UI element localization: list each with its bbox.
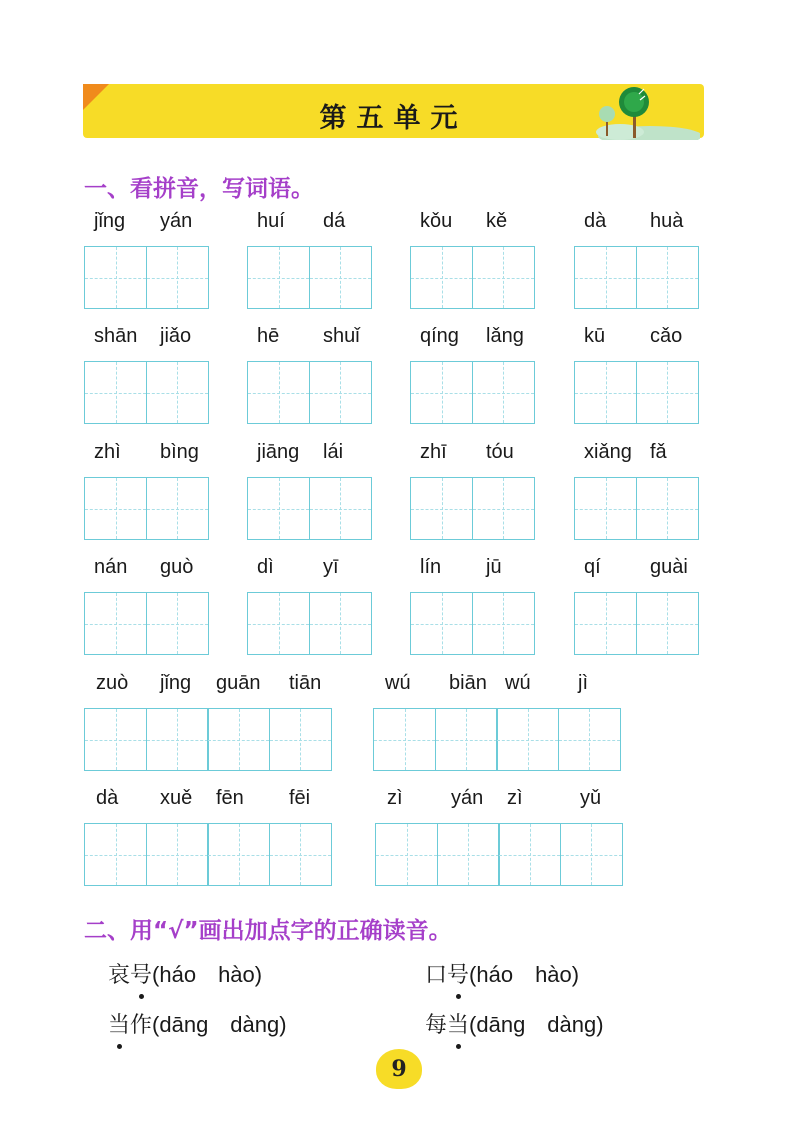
writing-cell[interactable] [247, 592, 310, 655]
writing-cell[interactable] [146, 477, 209, 540]
writing-cell[interactable] [574, 246, 637, 309]
writing-grid [410, 361, 533, 424]
pinyin-label: guān [216, 672, 261, 694]
dotted-char: 当 [447, 1008, 469, 1039]
writing-grid [574, 592, 697, 655]
writing-cell[interactable] [472, 592, 535, 655]
pinyin-label: tóu [486, 441, 514, 463]
pinyin-label: zì [387, 787, 403, 809]
writing-cell[interactable] [146, 246, 209, 309]
choice-item [108, 958, 262, 989]
writing-grid [247, 246, 370, 309]
writing-cell[interactable] [472, 246, 535, 309]
pinyin-label: fēn [216, 787, 244, 809]
pinyin-label: dì [257, 556, 274, 578]
choice-item [425, 958, 579, 989]
pinyin-label: kū [584, 325, 606, 347]
banner-fold [83, 84, 109, 110]
pinyin-label: wú [505, 672, 531, 694]
pinyin-label: zuò [96, 672, 129, 694]
page-number: 9 [376, 1049, 422, 1089]
choice-item [425, 1008, 604, 1039]
writing-cell[interactable] [498, 823, 561, 886]
dotted-char: 号 [447, 958, 469, 989]
writing-grid [84, 708, 330, 771]
pinyin-label: shān [94, 325, 138, 347]
pinyin-label: lái [323, 441, 344, 463]
writing-grid [574, 477, 697, 540]
pinyin-label: dá [323, 210, 346, 232]
section2-heading: 二、用“√”画出加点字的正确读音。 [84, 918, 452, 944]
pinyin-label: lín [420, 556, 442, 578]
pinyin-options: (dāng dàng) [469, 1012, 604, 1037]
pinyin-label: huà [650, 210, 684, 232]
writing-cell[interactable] [247, 477, 310, 540]
word-char: 哀 [108, 963, 131, 988]
pinyin-label: qíng [420, 325, 459, 347]
writing-cell[interactable] [146, 592, 209, 655]
writing-cell[interactable] [496, 708, 559, 771]
writing-grid [84, 477, 207, 540]
writing-grid [373, 708, 619, 771]
pinyin-label: shuǐ [323, 325, 360, 347]
pinyin-label: jì [578, 672, 588, 694]
pinyin-label: xuě [160, 787, 193, 809]
pinyin-label: zhī [420, 441, 447, 463]
writing-grid [247, 592, 370, 655]
pinyin-options: (dāng dàng) [152, 1012, 287, 1037]
pinyin-label: jiāng [257, 441, 300, 463]
writing-cell[interactable] [309, 592, 372, 655]
writing-cell[interactable] [309, 361, 372, 424]
writing-grid [375, 823, 621, 886]
writing-grid [410, 477, 533, 540]
pinyin-label: jǐng [160, 672, 192, 694]
writing-grid [84, 361, 207, 424]
pinyin-label: fēi [289, 787, 311, 809]
writing-cell[interactable] [636, 246, 699, 309]
word-char: 每 [425, 1013, 448, 1038]
emphasis-dot [117, 1044, 122, 1049]
writing-cell[interactable] [375, 823, 438, 886]
pinyin-label: jiǎo [160, 325, 192, 347]
pinyin-label: bìng [160, 441, 199, 463]
writing-cell[interactable] [410, 361, 473, 424]
pinyin-label: yán [451, 787, 484, 809]
pinyin-label: nán [94, 556, 128, 578]
writing-grid [410, 592, 533, 655]
writing-cell[interactable] [84, 823, 147, 886]
writing-cell[interactable] [146, 823, 209, 886]
section1-heading: 一、看拼音，写词语。 [84, 176, 314, 202]
pinyin-label: kě [486, 210, 508, 232]
pinyin-label: biān [449, 672, 487, 694]
writing-cell[interactable] [207, 708, 270, 771]
writing-cell[interactable] [472, 361, 535, 424]
pinyin-label: guài [650, 556, 688, 578]
pinyin-label: dà [584, 210, 607, 232]
pinyin-label: huí [257, 210, 285, 232]
pinyin-label: xiǎng [584, 441, 632, 463]
pinyin-label: tiān [289, 672, 322, 694]
writing-cell[interactable] [269, 823, 332, 886]
pinyin-label: qí [584, 556, 601, 578]
pinyin-label: hē [257, 325, 280, 347]
pinyin-label: guò [160, 556, 194, 578]
unit-title: 第五单元 [319, 103, 468, 134]
pinyin-label: jǐng [94, 210, 126, 232]
writing-cell[interactable] [636, 477, 699, 540]
writing-cell[interactable] [247, 246, 310, 309]
writing-cell[interactable] [560, 823, 623, 886]
emphasis-dot [139, 994, 144, 999]
writing-cell[interactable] [437, 823, 500, 886]
pinyin-label: zhì [94, 441, 121, 463]
dotted-char: 号 [130, 958, 152, 989]
pinyin-label: wú [385, 672, 411, 694]
pinyin-label: yǔ [580, 787, 602, 809]
writing-cell[interactable] [636, 592, 699, 655]
pinyin-options: (háo hào) [469, 962, 580, 987]
writing-cell[interactable] [207, 823, 270, 886]
word-char: 口 [425, 963, 448, 988]
unit-banner [83, 84, 704, 138]
writing-cell[interactable] [146, 708, 209, 771]
writing-grid [247, 477, 370, 540]
emphasis-dot [456, 1044, 461, 1049]
pinyin-label: cǎo [650, 325, 683, 347]
writing-cell[interactable] [84, 246, 147, 309]
writing-cell[interactable] [558, 708, 621, 771]
writing-cell[interactable] [247, 361, 310, 424]
choice-item [108, 1008, 287, 1039]
pinyin-label: yī [323, 556, 339, 578]
pinyin-label: kǒu [420, 210, 453, 232]
writing-cell[interactable] [574, 592, 637, 655]
writing-cell[interactable] [373, 708, 436, 771]
writing-cell[interactable] [146, 361, 209, 424]
writing-cell[interactable] [574, 477, 637, 540]
writing-cell[interactable] [84, 592, 147, 655]
writing-grid [84, 246, 207, 309]
writing-cell[interactable] [269, 708, 332, 771]
writing-grid [410, 246, 533, 309]
writing-grid [247, 361, 370, 424]
writing-cell[interactable] [309, 477, 372, 540]
dotted-char: 当 [108, 1008, 130, 1039]
writing-cell[interactable] [84, 361, 147, 424]
pinyin-label: zì [507, 787, 523, 809]
pinyin-label: dà [96, 787, 119, 809]
writing-cell[interactable] [309, 246, 372, 309]
tree-icon [590, 80, 700, 140]
writing-cell[interactable] [84, 708, 147, 771]
writing-cell[interactable] [410, 246, 473, 309]
writing-grid [574, 361, 697, 424]
writing-cell[interactable] [410, 592, 473, 655]
writing-grid [84, 592, 207, 655]
writing-grid [574, 246, 697, 309]
writing-cell[interactable] [435, 708, 498, 771]
pinyin-label: jū [486, 556, 502, 578]
writing-cell[interactable] [574, 361, 637, 424]
writing-cell[interactable] [410, 477, 473, 540]
pinyin-label: fǎ [650, 441, 667, 463]
pinyin-options: (háo hào) [152, 962, 263, 987]
pinyin-label: lǎng [486, 325, 524, 347]
writing-cell[interactable] [636, 361, 699, 424]
writing-cell[interactable] [472, 477, 535, 540]
writing-cell[interactable] [84, 477, 147, 540]
writing-grid [84, 823, 330, 886]
emphasis-dot [456, 994, 461, 999]
word-char: 作 [130, 1013, 153, 1038]
pinyin-label: yán [160, 210, 193, 232]
